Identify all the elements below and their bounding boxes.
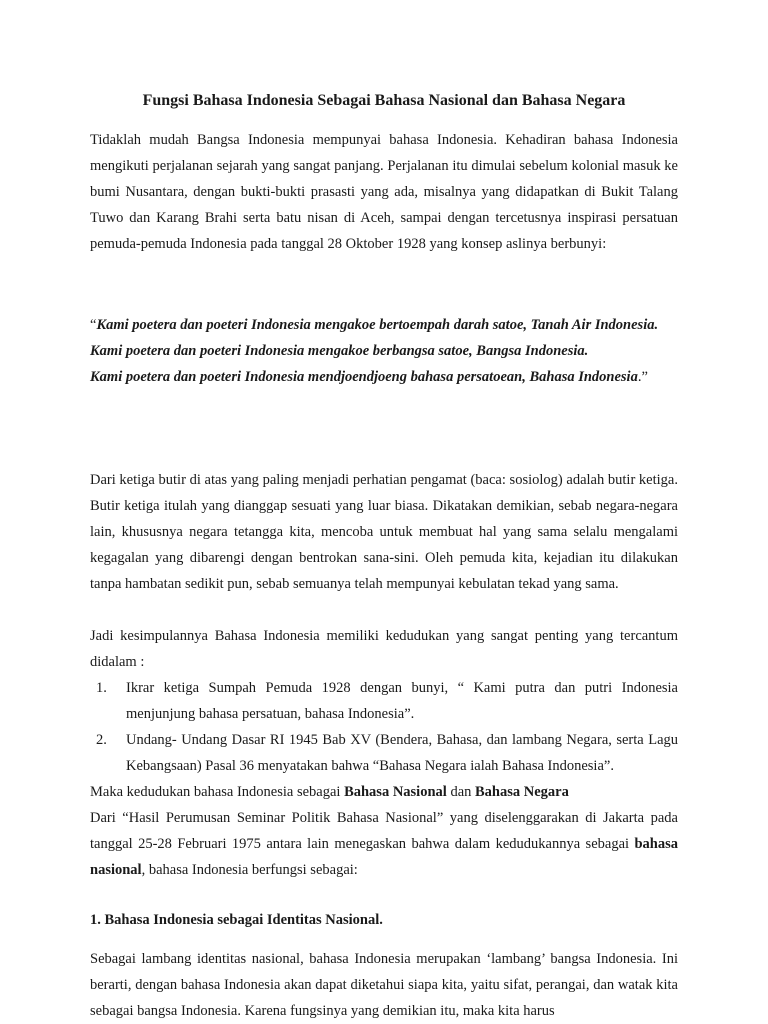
position-prefix: Maka kedudukan bahasa Indonesia sebagai (90, 784, 345, 800)
position-bold-national: Bahasa Nasional (344, 784, 447, 800)
position-statement (90, 779, 678, 805)
list-item (90, 727, 678, 779)
list-item (90, 675, 678, 727)
quote-open-mark: “ (90, 317, 97, 333)
section-heading-1: 1. Bahasa Indonesia sebagai Identitas Nasional. (90, 912, 383, 928)
position-middle: dan (446, 784, 475, 800)
seminar-text: Dari “Hasil Perumusan Seminar Politik Bahasa Nasional” yang diselenggarakan di Jakarta pada tanggal 25-28 Februari 1975 antara lain menegaskan bahwa dalam kedudukannya sebagai (90, 810, 678, 852)
conclusion-paragraph: Jadi kesimpulannya Bahasa Indonesia memiliki kedudukan yang sangat penting yang tercantum didalam : (90, 628, 678, 670)
legal-basis-list (90, 675, 678, 779)
quote-line-3: Kami poetera dan poeteri Indonesia mendjoendjoeng bahasa persatoean, Bahasa Indonesia (90, 369, 638, 385)
quote-line-1: Kami poetera dan poeteri Indonesia mengakoe bertoempah darah satoe, Tanah Air Indonesia. (96, 317, 659, 333)
seminar-paragraph (90, 805, 678, 883)
intro-paragraph: Tidaklah mudah Bangsa Indonesia mempunyai bahasa Indonesia. Kehadiran bahasa Indonesia mengikuti perjalanan sejarah yang sangat panjang. Perjalanan itu dimulai sebelum kolonial masuk ke bumi Nusantara, dengan bukti-bukti prasasti yang ada, misalnya yang didapatkan di Bukit Talang Tuwo dan Karang Brahi serta batu nisan di Aceh, sampai dengan tercetusnya inspirasi persatuan pemuda-pemuda Indonesia pada tanggal 28 Oktober 1928 yang konsep aslinya berbunyi: (90, 132, 678, 252)
position-bold-state: Bahasa Negara (475, 784, 569, 800)
seminar-suffix: , bahasa Indonesia berfungsi sebagai: (141, 862, 358, 878)
seminar-bold: bahasa nasional (90, 836, 678, 878)
analysis-paragraph: Dari ketiga butir di atas yang paling menjadi perhatian pengamat (baca: sosiolog) adalah butir ketiga. Butir ketiga itulah yang dianggap sesuati yang luar biasa. Dikatakan demikian, sebab negara-negara lain, khususnya negara tetangga kita, mencoba untuk membuat hal yang sama selalu mengalami kegagalan yang dibarengi dengan bentrokan sana-sini. Oleh pemuda kita, kejadian itu dilakukan tanpa hambatan sedikit pun, sebab semuanya telah mempunyai kebulatan tekad yang sama. (90, 472, 678, 592)
list-item-number: 1. (96, 680, 107, 696)
quote-close-mark: .” (637, 369, 648, 385)
document-title: Fungsi Bahasa Indonesia Sebagai Bahasa Nasional dan Bahasa Negara (142, 92, 626, 109)
quote-line-2: Kami poetera dan poeteri Indonesia mengakoe berbangsa satoe, Bangsa Indonesia. (90, 343, 589, 359)
list-item-text: Ikrar ketiga Sumpah Pemuda 1928 dengan bunyi, “ Kami putra dan putri Indonesia menjunjung bahasa persatuan, bahasa Indonesia”. (126, 680, 678, 722)
list-item-number: 2. (96, 732, 107, 748)
youth-pledge-quote (90, 312, 678, 390)
identity-paragraph: Sebagai lambang identitas nasional, bahasa Indonesia merupakan ‘lambang’ bangsa Indonesia. Ini berarti, dengan bahasa Indonesia akan dapat diketahui siapa kita, yaitu sifat, perangai, dan watak kita sebagai bangsa Indonesia. Karena fungsinya yang demikian itu, maka kita harus (90, 951, 678, 1019)
list-item-text: Undang- Undang Dasar RI 1945 Bab XV (Bendera, Bahasa, dan lambang Negara, serta Lagu Kebangsaan) Pasal 36 menyatakan bahwa “Bahasa Negara ialah Bahasa Indonesia”. (126, 732, 678, 774)
